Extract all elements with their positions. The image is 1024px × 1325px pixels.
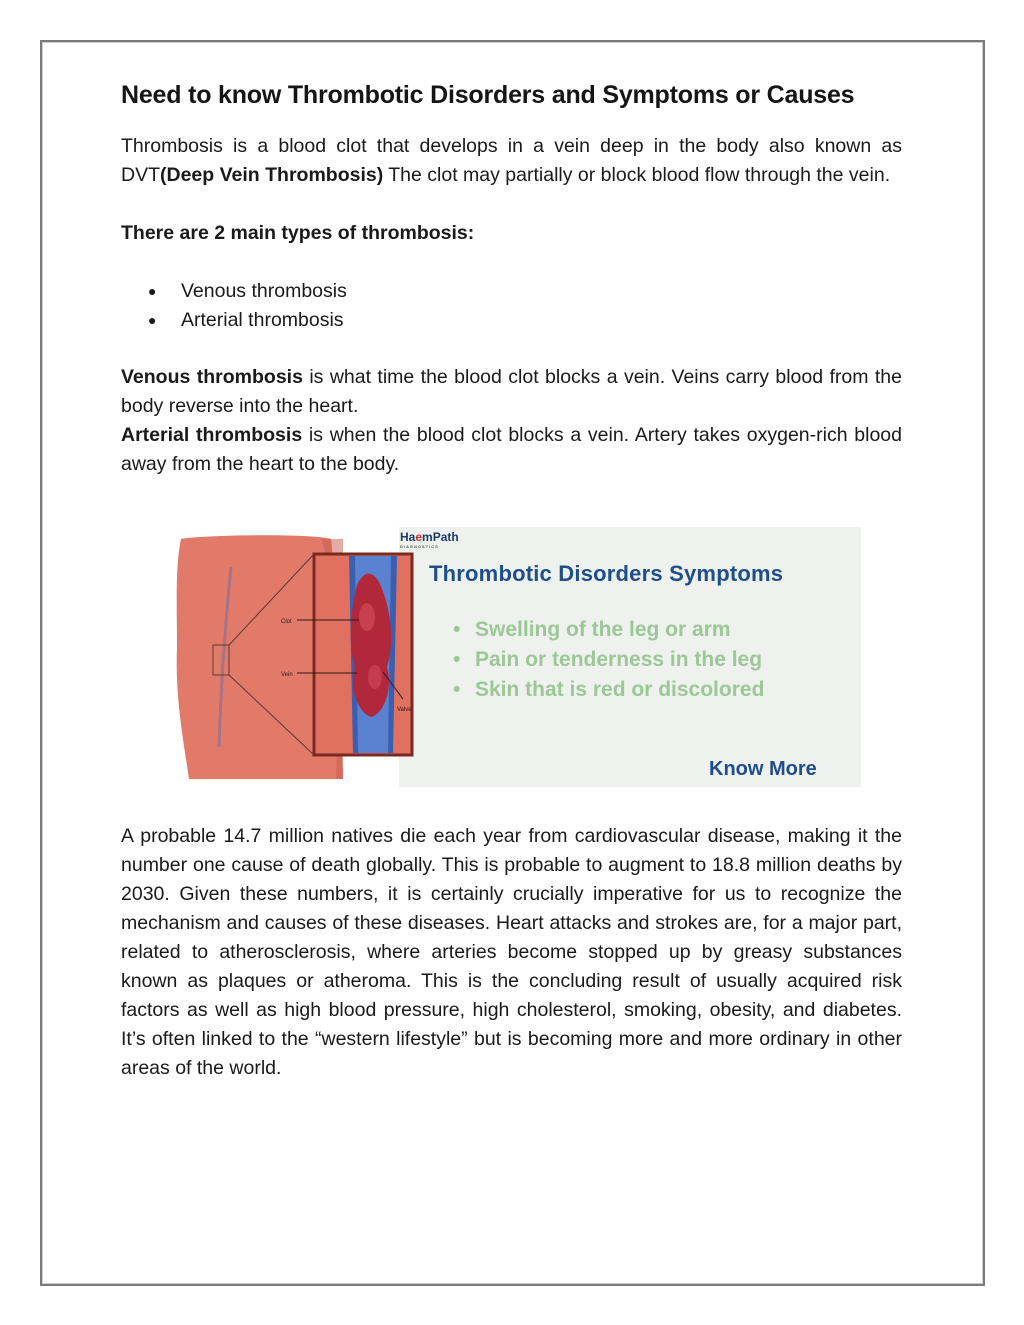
know-more-button[interactable]: Know More: [709, 758, 817, 780]
bullet-icon: ●: [148, 312, 157, 328]
list-item: [453, 675, 764, 705]
list-item: [453, 615, 764, 645]
venous-term: Venous thrombosis: [121, 366, 303, 388]
clot-label: Clot: [281, 619, 292, 625]
vein-label: Vein: [281, 672, 293, 678]
thrombosis-banner[interactable]: [171, 527, 861, 787]
arterial-paragraph: [121, 421, 902, 479]
types-heading: There are 2 main types of thrombosis:: [121, 222, 475, 244]
intro-paragraph: [121, 132, 902, 190]
page-title: Need to know Thrombotic Disorders and Symptoms or Causes: [121, 81, 855, 109]
list-item: [148, 277, 902, 306]
bullet-icon: •: [453, 648, 461, 671]
list-item-label: Venous thrombosis: [181, 280, 347, 302]
bullet-icon: ●: [148, 283, 157, 299]
symptom-label: Pain or tenderness in the leg: [475, 648, 763, 671]
list-item: [148, 306, 902, 335]
list-item: [453, 645, 764, 675]
haempath-logo: HaemPath DIAGNOSTICS: [400, 530, 459, 549]
intro-text-1: Thrombosis is a blood clot that develops in a vein deep in the body also known as DVT: [121, 135, 902, 186]
intro-text-2: The clot may partially or block blood flow through the vein.: [383, 164, 891, 186]
banner-title: Thrombotic Disorders Symptoms: [429, 561, 784, 586]
list-item-label: Arterial thrombosis: [181, 309, 344, 331]
types-list: [121, 277, 902, 335]
venous-text: is what time the blood clot blocks a vein. Veins carry blood from the body reverse into the heart.: [121, 366, 902, 417]
symptoms-list: [453, 615, 764, 705]
document-body: [121, 78, 902, 1083]
bullet-icon: •: [453, 618, 461, 641]
arterial-text: is when the blood clot blocks a vein. Artery takes oxygen-rich blood away from the heart to the body.: [121, 424, 902, 475]
stats-paragraph: A probable 14.7 million natives die each year from cardiovascular disease, making it the number one cause of death globally. This is probable to augment to 18.8 million deaths by 2030. Given these numbers, it is certainly crucially imperative for us to recognize the mechanism and causes of these diseases. Heart attacks and strokes are, for a major part, related to atherosclerosis, where arteries become stopped up by greasy substances known as plaques or atheroma. This is the concluding result of usually acquired risk factors as well as high blood pressure, high cholesterol, smoking, obesity, and diabetes. It’s often linked to the “western lifestyle” but is becoming more and more ordinary in other areas of the world.: [121, 825, 902, 1079]
bullet-icon: •: [453, 678, 461, 701]
symptom-label: Skin that is red or discolored: [475, 678, 765, 701]
symptom-label: Swelling of the leg or arm: [475, 618, 731, 641]
valve-label: Valve: [397, 707, 412, 713]
venous-paragraph: [121, 363, 902, 421]
intro-bold: (Deep Vein Thrombosis): [160, 164, 384, 186]
leg-illustration: [171, 527, 471, 787]
arterial-term: Arterial thrombosis: [121, 424, 303, 446]
